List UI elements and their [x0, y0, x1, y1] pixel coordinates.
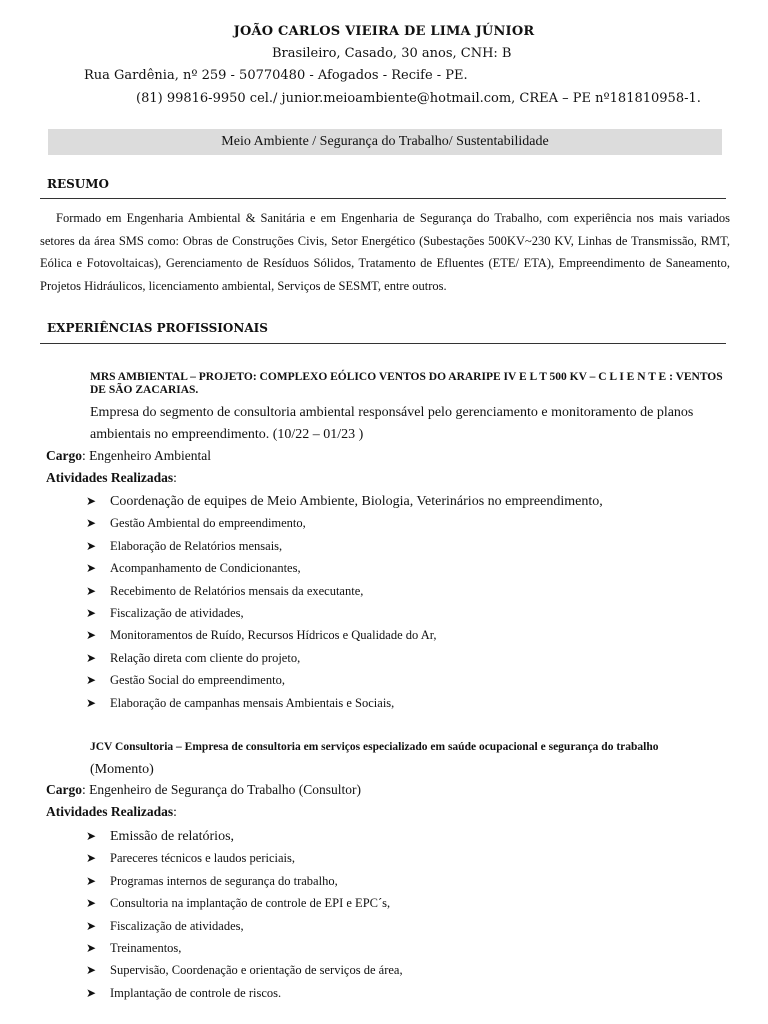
- list-item: [86, 870, 403, 892]
- list-item: [86, 490, 603, 512]
- list-item-text: Coordenação de equipes de Meio Ambiente, Biologia, Veterinários no empreendimento,: [110, 494, 603, 509]
- list-item: [86, 669, 603, 691]
- arrowhead-bullet-icon: ➤: [86, 851, 97, 866]
- job-cargo: [46, 448, 211, 464]
- list-item: [86, 959, 403, 981]
- objective-banner-text: Meio Ambiente / Segurança do Trabalho/ Sustentabilidade: [221, 134, 549, 149]
- resumo-paragraph: [40, 207, 730, 297]
- arrowhead-bullet-icon: ➤: [86, 873, 97, 888]
- list-item: [86, 692, 603, 714]
- arrowhead-bullet-icon: ➤: [86, 940, 97, 955]
- list-item: [86, 915, 403, 937]
- list-item: [86, 580, 603, 602]
- list-item: [86, 982, 403, 1004]
- list-item: [86, 892, 403, 914]
- contact-info: (81) 99816-9950 cel./ junior.meioambiente@hotmail.com, CREA – PE nº181810958-1.: [136, 91, 701, 106]
- list-item-text: Elaboração de Relatórios mensais,: [110, 538, 283, 553]
- atividades-label: Atividades Realizadas: [46, 470, 174, 485]
- atividades-colon: :: [173, 804, 177, 819]
- arrowhead-bullet-icon: ➤: [86, 985, 97, 1000]
- job-description: Empresa do segmento de consultoria ambiental responsável pelo gerenciamento e monitoramento de planos ambientais no empreendimento. (10/22 – 01/23 ): [90, 405, 694, 442]
- experiencias-title: EXPERIÊNCIAS PROFISSIONAIS: [47, 321, 268, 335]
- arrowhead-bullet-icon: ➤: [86, 829, 97, 843]
- list-item-text: Implantação de controle de riscos.: [110, 985, 282, 1000]
- address: Rua Gardênia, nº 259 - 50770480 - Afogados - Recife - PE.: [84, 68, 468, 83]
- list-item-text: Consultoria na implantação de controle de EPI e EPC´s,: [110, 896, 391, 911]
- arrowhead-bullet-icon: ➤: [86, 516, 97, 531]
- arrowhead-bullet-icon: ➤: [86, 628, 97, 643]
- arrowhead-bullet-icon: ➤: [86, 561, 97, 576]
- resumo-divider: [40, 198, 726, 199]
- list-item: [86, 647, 603, 669]
- resumo-text: Formado em Engenharia Ambiental & Sanitária e em Engenharia de Segurança do Trabalho, com experiência nos mais variados setores da área SMS como: Obras de Construções Civis, Setor Energético (Subestações 500KV~230 KV, Linhas de Transmissão, RMT, Eólica e Fotovoltaicas), Gerenciamento de Resíduos Sólidos, Tratamento de Efluentes (ETE/ ETA), Empreendimento de Saneamento, Projetos Hidráulicos, licenciamento ambiental, Serviços de SESMT, entre outros.: [40, 211, 730, 293]
- personal-info: Brasileiro, Casado, 30 anos, CNH: B: [272, 46, 512, 61]
- list-item-text: Gestão Ambiental do empreendimento,: [110, 516, 306, 531]
- list-item: [86, 847, 403, 869]
- list-item-text: Supervisão, Coordenação e orientação de serviços de área,: [110, 963, 403, 978]
- atividades-label: Atividades Realizadas: [46, 804, 174, 819]
- arrowhead-bullet-icon: ➤: [86, 494, 97, 508]
- experiencias-divider: [40, 343, 726, 344]
- list-item-text: Fiscalização de atividades,: [110, 605, 244, 620]
- job-heading: JCV Consultoria – Empresa de consultoria em serviços especializado em saúde ocupacional e segurança do trabalho: [90, 741, 659, 753]
- atividades-colon: :: [173, 470, 177, 485]
- cargo-label: Cargo: [46, 782, 82, 797]
- job-heading: MRS AMBIENTAL – PROJETO: COMPLEXO EÓLICO VENTOS DO ARARIPE IV E L T 500 KV – C L I E N T E : VENTOS DE SÃO ZACARIAS.: [90, 371, 723, 396]
- list-item: [86, 825, 403, 847]
- job-atividades-label: [46, 804, 177, 820]
- job-cargo: [46, 782, 361, 798]
- list-item: [86, 937, 403, 959]
- list-item-text: Fiscalização de atividades,: [110, 918, 244, 933]
- job-description: (Momento): [90, 762, 154, 777]
- arrowhead-bullet-icon: ➤: [86, 650, 97, 665]
- arrowhead-bullet-icon: ➤: [86, 963, 97, 978]
- arrowhead-bullet-icon: ➤: [86, 896, 97, 911]
- list-item: [86, 557, 603, 579]
- arrowhead-bullet-icon: ➤: [86, 538, 97, 553]
- list-item-text: Emissão de relatórios,: [110, 829, 235, 844]
- arrowhead-bullet-icon: ➤: [86, 673, 97, 688]
- list-item: [86, 535, 603, 557]
- objective-banner: [48, 129, 722, 155]
- cargo-label: Cargo: [46, 448, 82, 463]
- list-item-text: Gestão Social do empreendimento,: [110, 673, 285, 688]
- list-item-text: Monitoramentos de Ruído, Recursos Hídricos e Qualidade do Ar,: [110, 628, 437, 643]
- list-item: [86, 624, 603, 646]
- list-item-text: Pareceres técnicos e laudos periciais,: [110, 851, 295, 866]
- list-item-text: Acompanhamento de Condicionantes,: [110, 561, 301, 576]
- list-item: [86, 602, 603, 624]
- list-item-text: Programas internos de segurança do trabalho,: [110, 873, 338, 888]
- activities-list: [86, 490, 603, 714]
- resumo-title: RESUMO: [47, 177, 109, 191]
- arrowhead-bullet-icon: ➤: [86, 583, 97, 598]
- cargo-value: : Engenheiro de Segurança do Trabalho (Consultor): [82, 782, 361, 797]
- arrowhead-bullet-icon: ➤: [86, 695, 97, 710]
- activities-list: [86, 825, 403, 1004]
- candidate-name: JOÃO CARLOS VIEIRA DE LIMA JÚNIOR: [233, 24, 535, 39]
- list-item-text: Recebimento de Relatórios mensais da executante,: [110, 583, 364, 598]
- list-item: [86, 512, 603, 534]
- job-atividades-label: [46, 470, 177, 486]
- list-item-text: Elaboração de campanhas mensais Ambientais e Sociais,: [110, 695, 395, 710]
- list-item-text: Relação direta com cliente do projeto,: [110, 650, 301, 665]
- cargo-value: : Engenheiro Ambiental: [82, 448, 211, 463]
- arrowhead-bullet-icon: ➤: [86, 605, 97, 620]
- arrowhead-bullet-icon: ➤: [86, 918, 97, 933]
- list-item-text: Treinamentos,: [110, 940, 182, 955]
